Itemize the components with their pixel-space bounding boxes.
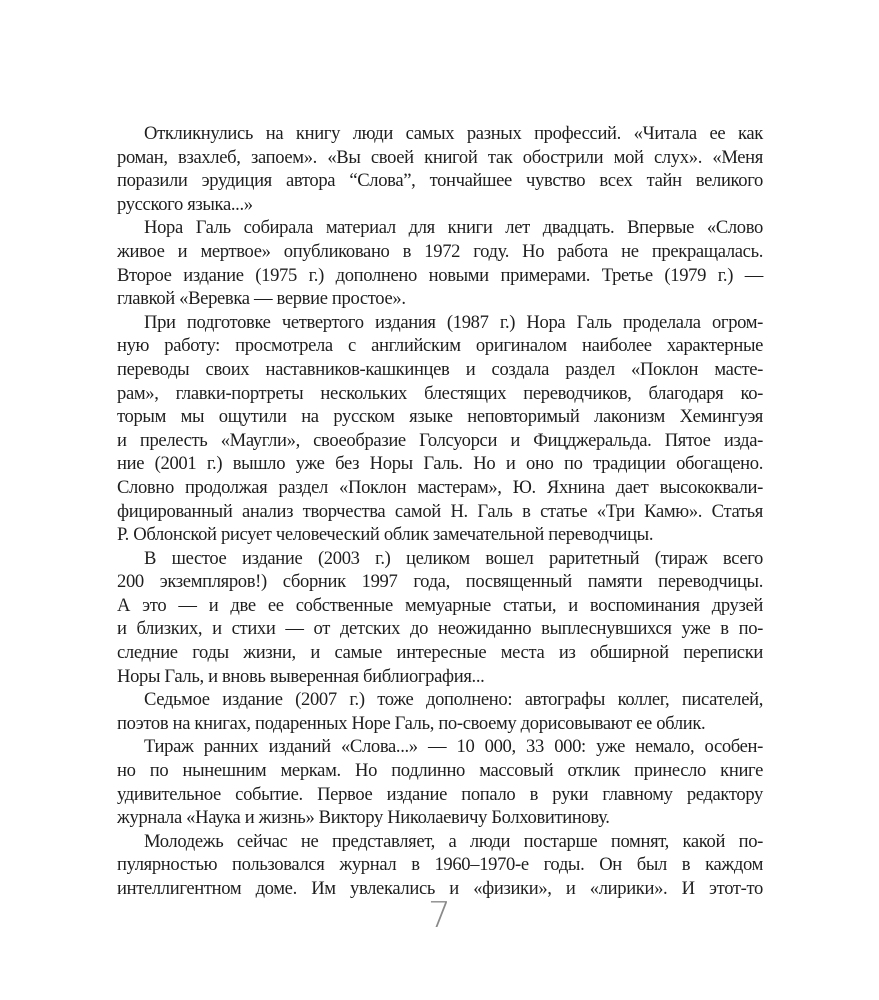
- paragraph: [117, 830, 763, 901]
- paragraph: [117, 311, 763, 547]
- text-line: но по нынешним меркам. Но подлинно массовый отклик принесло книге: [117, 760, 763, 782]
- text-line: ную работу: просмотрела с английским оригиналом наиболее характерные: [117, 335, 763, 357]
- text-line: При подготовке четвертого издания (1987 г.) Нора Галь проделала огром-: [144, 311, 763, 333]
- text-line: В шестое издание (2003 г.) целиком вошел раритетный (тираж всего: [144, 547, 763, 569]
- text-line: и прелесть «Маугли», своеобразие Голсуорси и Фицджеральда. Пятое изда-: [117, 429, 763, 451]
- text-line: Норы Галь, и вновь выверенная библиография...: [117, 665, 485, 687]
- text-line: Седьмое издание (2007 г.) тоже дополнено: автографы коллег, писателей,: [144, 689, 763, 711]
- text-line: Второе издание (1975 г.) дополнено новыми примерами. Третье (1979 г.) —: [117, 264, 763, 286]
- paragraph: [117, 216, 763, 310]
- paragraph: [117, 122, 763, 216]
- text-line: рам», главки-портреты нескольких блестящих переводчиков, благодаря ко-: [117, 382, 763, 404]
- text-line: журнала «Наука и жизнь» Виктору Николаевичу Болховитинову.: [117, 807, 610, 829]
- text-line: переводы своих наставников-кашкинцев и создала раздел «Поклон масте-: [117, 358, 763, 380]
- text-line: Нора Галь собирала материал для книги лет двадцать. Впервые «Слово: [144, 217, 763, 239]
- text-line: и близких, и стихи — от детских до неожиданно выплеснувшихся уже в по-: [117, 618, 763, 640]
- text-line: интеллигентном доме. Им увлекались и «физики», и «лирики». И этот-то: [117, 878, 763, 899]
- body-text: [117, 122, 763, 901]
- text-line: поразили эрудиция автора “Слова”, тончайшее чувство всех тайн великого: [117, 170, 763, 192]
- paragraph: [117, 735, 763, 829]
- text-line: поэтов на книгах, подаренных Норе Галь, по-своему дорисовывают ее облик.: [117, 712, 706, 734]
- text-line: Словно продолжая раздел «Поклон мастерам», Ю. Яхнина дает высококвали-: [117, 476, 763, 498]
- text-line: Тираж ранних изданий «Слова...» — 10 000, 33 000: уже немало, особен-: [144, 736, 763, 758]
- text-line: роман, взахлеб, запоем». «Вы своей книгой так обострили мой слух». «Меня: [117, 146, 763, 168]
- text-line: пулярностью пользовался журнал в 1960–1970-е годы. Он был в каждом: [117, 854, 763, 876]
- text-line: русского языка...»: [117, 193, 253, 215]
- paragraph: [117, 688, 763, 735]
- text-line: Р. Облонской рисует человеческий облик замечательной переводчицы.: [117, 524, 654, 546]
- text-line: Молодежь сейчас не представляет, а люди постарше помнят, какой по-: [144, 830, 763, 852]
- paragraph: [117, 547, 763, 689]
- text-line: Откликнулись на книгу люди самых разных профессий. «Читала ее как: [144, 123, 763, 144]
- text-line: 200 экземпляров!) сборник 1997 года, посвященный памяти переводчицы.: [117, 571, 763, 593]
- text-line: живое и мертвое» опубликовано в 1972 году. Но работа не прекращалась.: [117, 240, 763, 262]
- text-line: фицированный анализ творчества самой Н. Галь в статье «Три Камю». Статья: [117, 500, 763, 522]
- text-line: главкой «Веревка — вервие простое».: [117, 288, 406, 310]
- text-line: ние (2001 г.) вышло уже без Норы Галь. Но и оно по традиции обогащено.: [117, 453, 763, 475]
- text-line: следние годы жизни, и самые интересные места из обширной переписки: [117, 642, 763, 664]
- text-line: удивительное событие. Первое издание попало в руки главному редактору: [117, 783, 763, 805]
- text-line: А это — и две ее собственные мемуарные статьи, и воспоминания друзей: [117, 594, 763, 616]
- text-line: торым мы ощутили на русском языке неповторимый лаконизм Хемингуэя: [117, 406, 763, 428]
- page-number: 7: [428, 895, 451, 936]
